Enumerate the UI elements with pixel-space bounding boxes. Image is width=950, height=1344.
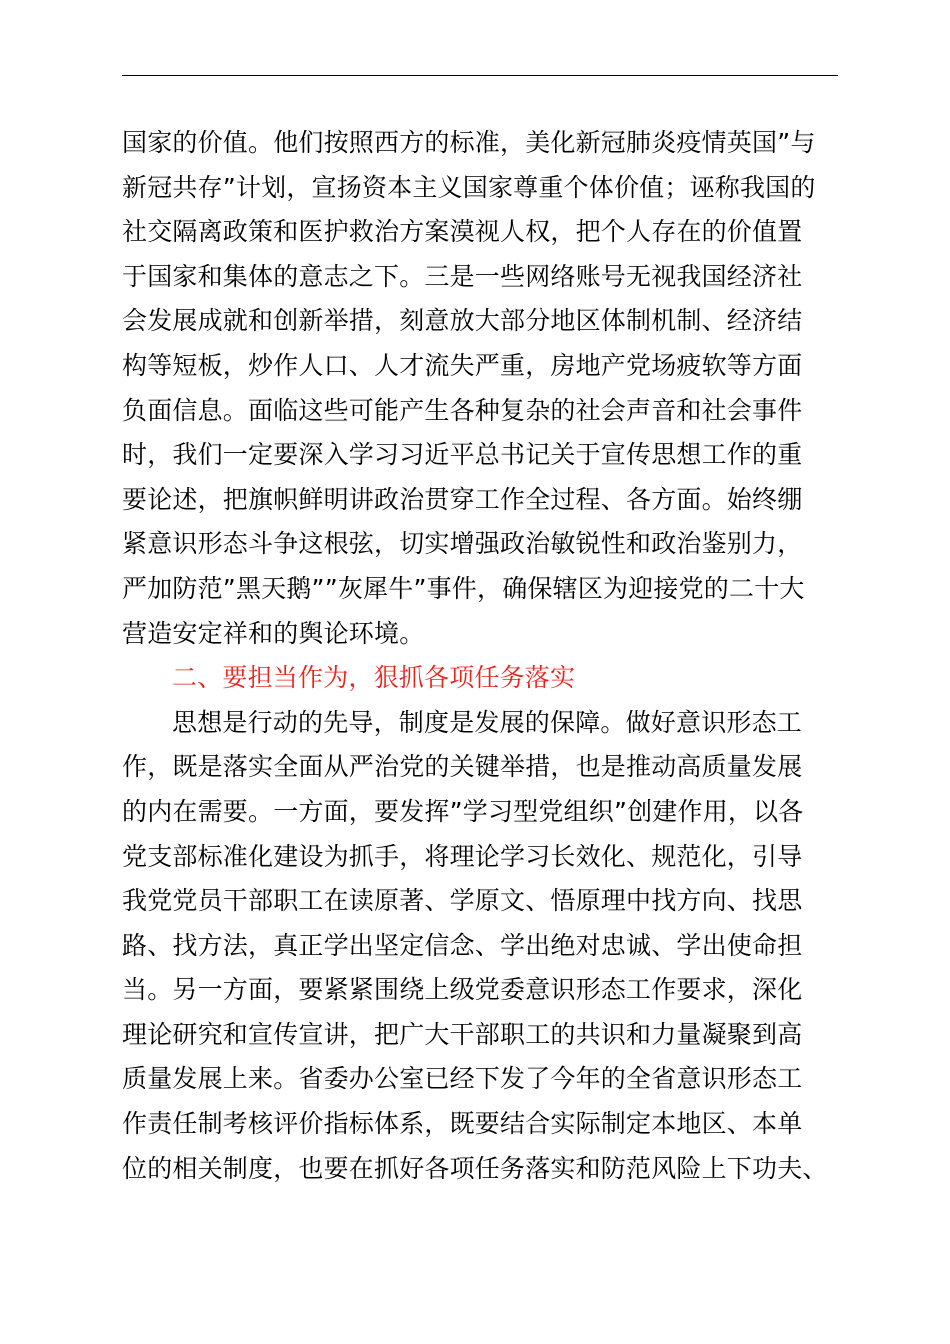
text-line: 理论研究和宣传宣讲，把广大干部职工的共识和力量凝聚到高: [122, 1019, 803, 1049]
document-body: [122, 121, 838, 1191]
text-line: 于国家和集体的意志之下。三是一些网络账号无视我国经济社: [122, 261, 803, 291]
text-line: 构等短板，炒作人口、人才流失严重，房地产党场疲软等方面: [122, 350, 803, 380]
text-line: 当。另一方面，要紧紧围绕上级党委意识形态工作要求，深化: [122, 975, 803, 1005]
section-heading: 二、要担当作为，狠抓各项任务落实: [172, 663, 576, 693]
text-line: 国家的价值。他们按照西方的标准，美化新冠肺炎疫情英国”与: [122, 128, 816, 157]
text-line: 紧意识形态斗争这根弦，切实增强政治敏锐性和政治鉴别力，: [122, 529, 803, 559]
text-line: 作责任制考核评价指标体系，既要结合实际制定本地区、本单: [122, 1109, 803, 1139]
text-line: 我党党员干部职工在读原著、学原文、悟原理中找方向、找思: [122, 886, 803, 916]
text-line: 负面信息。面临这些可能产生各种复杂的社会声音和社会事件: [122, 395, 803, 425]
text-line: 的内在需要。一方面，要发挥”学习型党组织”创建作用，以各: [122, 796, 804, 826]
header-rule: [122, 75, 838, 76]
text-line: 质量发展上来。省委办公室已经下发了今年的全省意识形态工: [122, 1064, 803, 1094]
text-line: 会发展成就和创新举措，刻意放大部分地区体制机制、经济结: [122, 306, 803, 336]
text-line: 位的相关制度，也要在抓好各项任务落实和防范风险上下功夫、: [122, 1153, 828, 1183]
text-line: 思想是行动的先导，制度是发展的保障。做好意识形态工: [172, 707, 803, 737]
text-line: 营造安定祥和的舆论环境。: [122, 618, 425, 648]
text-line: 严加防范”黑天鹅””灰犀牛”事件，确保辖区为迎接党的二十大: [122, 573, 805, 603]
text-line: 社交隔离政策和医护救治方案漠视人权，把个人存在的价值置: [122, 217, 803, 247]
text-line: 党支部标准化建设为抓手，将理论学习长效化、规范化，引导: [122, 841, 803, 871]
text-line: 要论述，把旗帜鲜明讲政治贯穿工作全过程、各方面。始终绷: [122, 484, 803, 514]
text-line: 时，我们一定要深入学习习近平总书记关于宣传思想工作的重: [122, 440, 803, 470]
text-line: 路、找方法，真正学出坚定信念、学出绝对忠诚、学出使命担: [122, 930, 803, 960]
text-line: 作，既是落实全面从严治党的关键举措，也是推动高质量发展: [122, 752, 803, 782]
text-line: 新冠共存”计划，宣扬资本主义国家尊重个体价值；诬称我国的: [122, 172, 816, 202]
